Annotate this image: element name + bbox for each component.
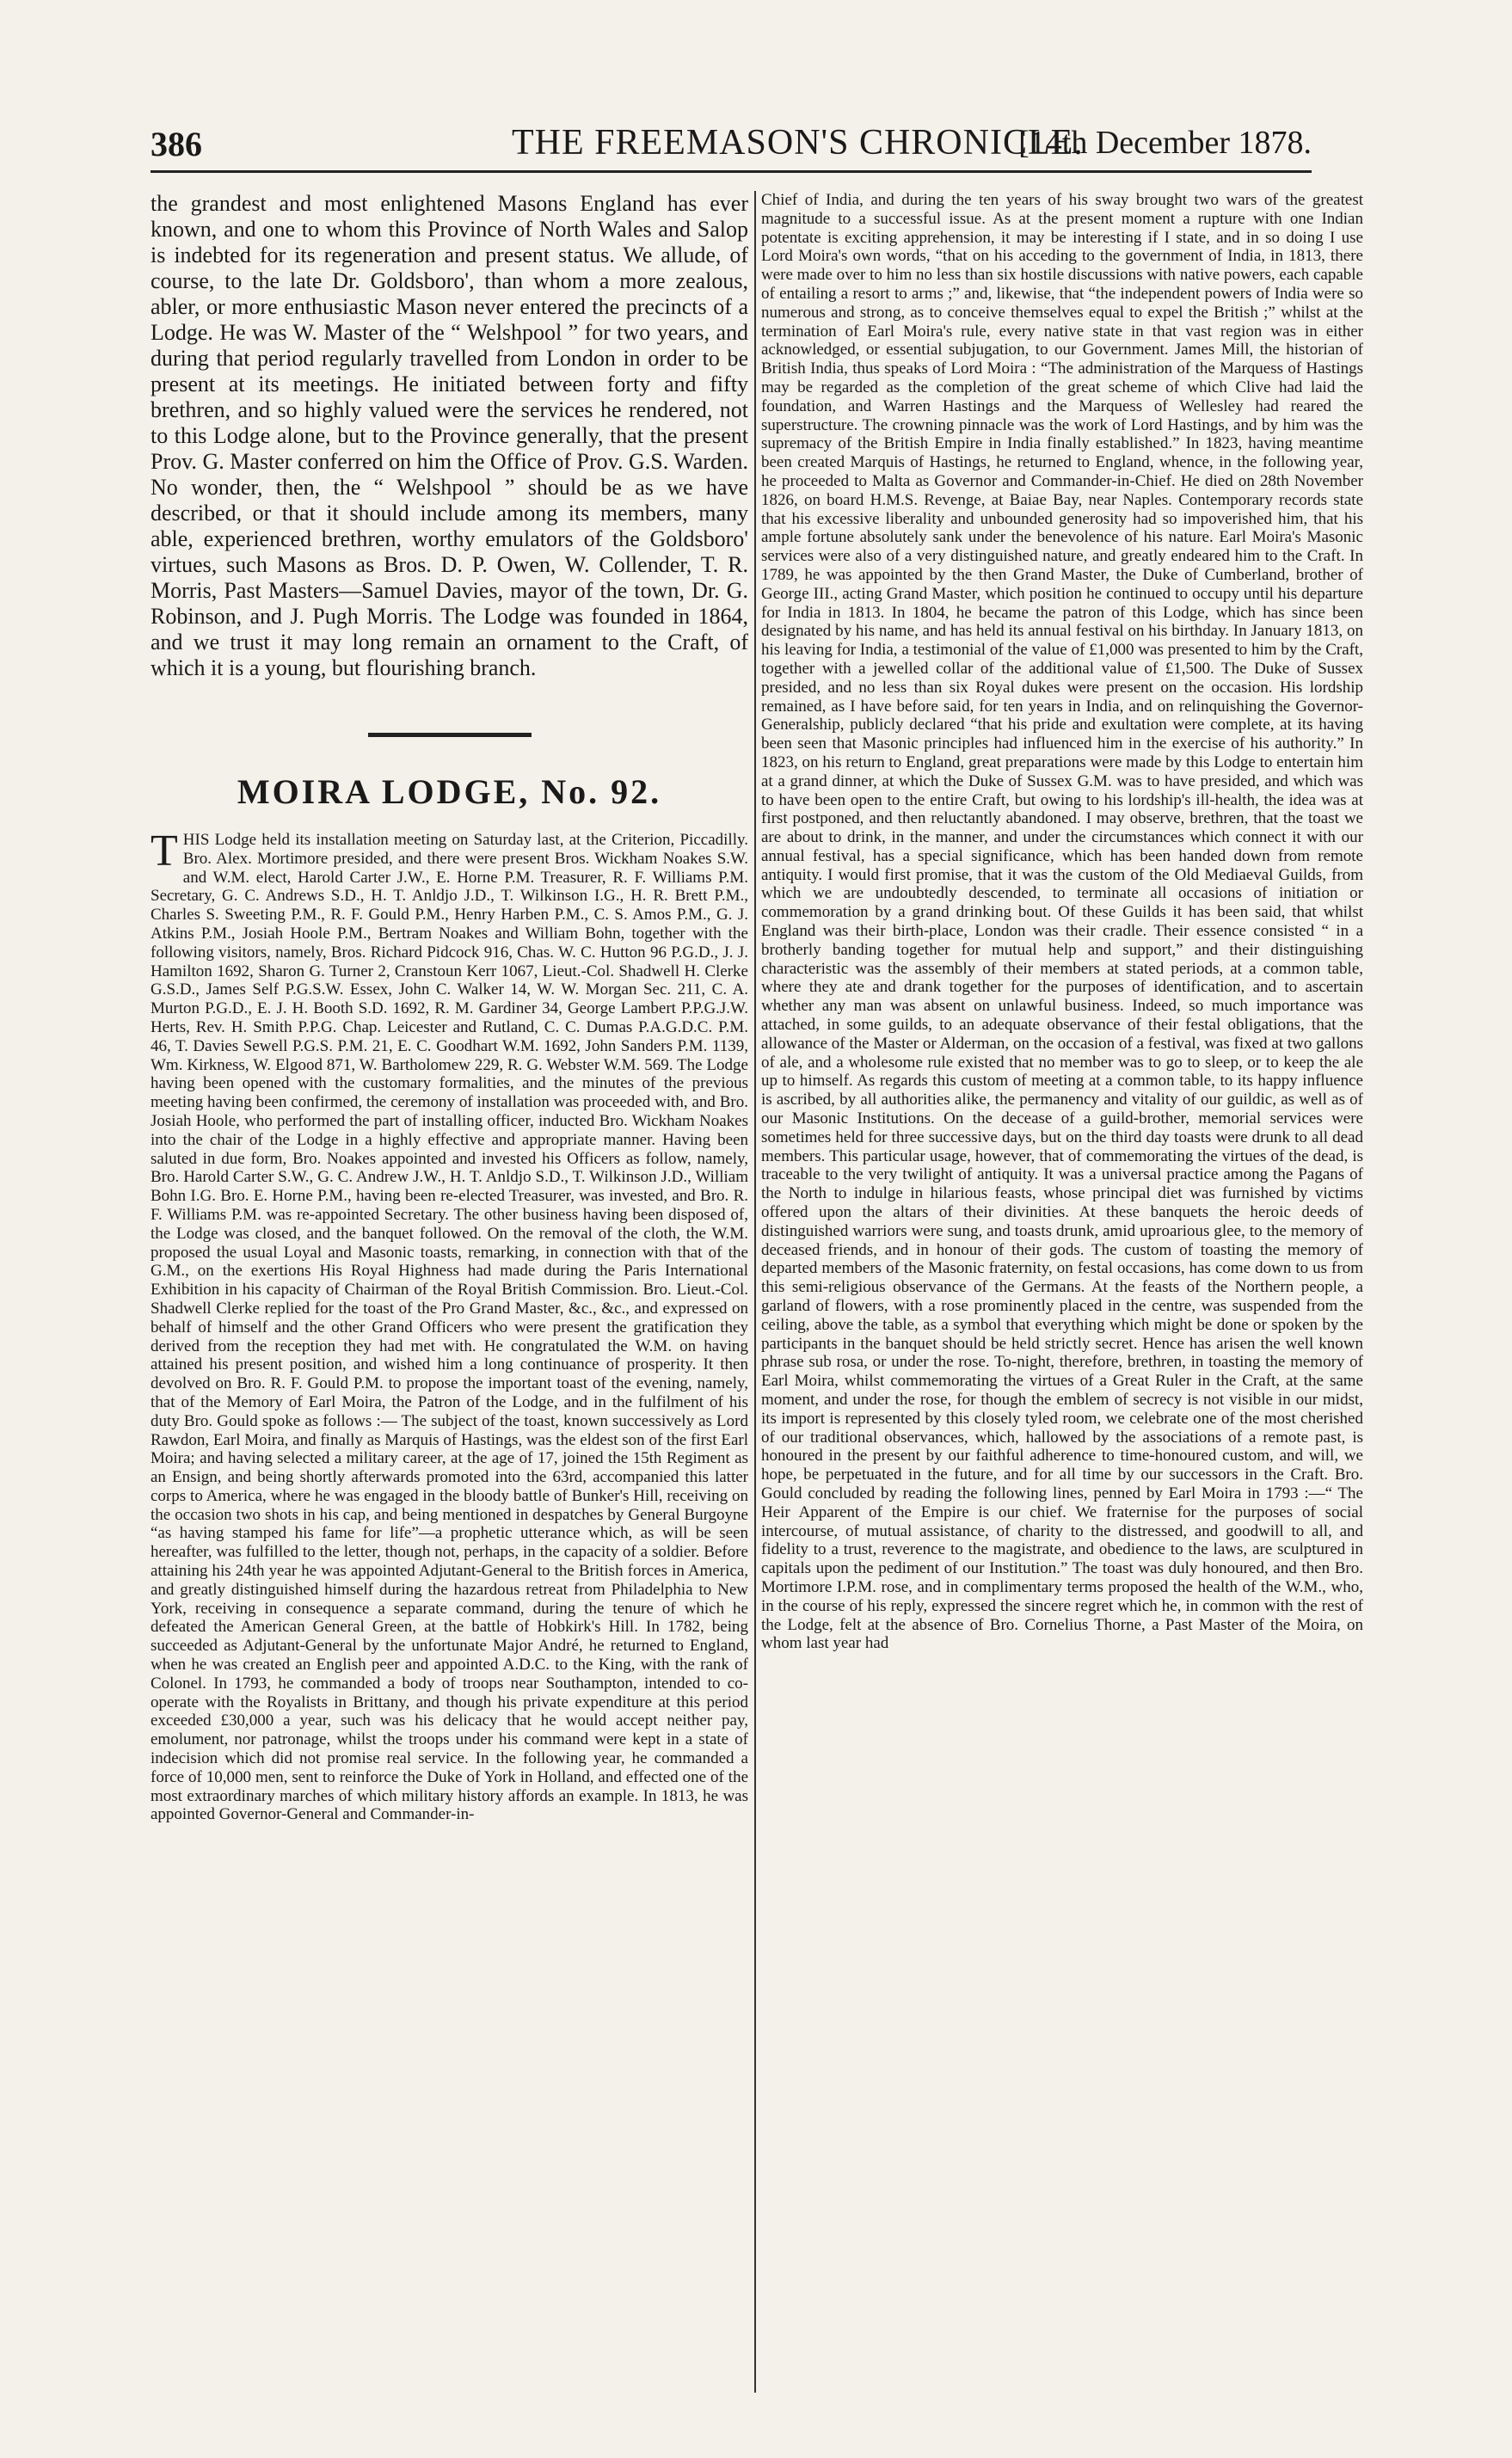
issue-date: [14th December 1878. [1018,125,1312,161]
page-number: 386 [151,125,202,163]
section-title: MOIRA LODGE, No. 92. [237,772,662,811]
masthead-title: THE FREEMASON'S CHRONICLE. [512,123,1084,163]
section-divider [368,733,532,737]
drop-cap: T [151,827,178,876]
column-rule [754,191,756,2393]
right-column [761,191,1363,2401]
moira-article-text: HIS Lodge held its installation meeting on Saturday last, at the Criterion, Piccadilly. Bro. Alex. Mortimore presided, and there were present Bros. Wickham Noakes S.W. and W.M. elect, Harold Carter J.W., E. Horne P.M. Treasurer, R. F. Williams P.M. Secretary, G. C. Andrews S.D., H. T. Anldjo J.D., T. Wilkinson I.G., H. R. Brett P.M., Charles S. Sweeting P.M., R. F. Gould P.M., Henry Harben P.M., C. S. Amos P.M., G. J. Atkins P.M., Josiah Hoole P.M., Bertram Noakes and William Bohn, together with the following visitors, namely, Bros. Richard Pidcock 916, Chas. W. C. Hutton 96 P.G.D., J. J. Hamilton 1692, Sharon G. Turner 2, Cranstoun Kerr 1067, Lieut.-Col. Shadwell H. Clerke G.S.D., James Self P.G.S.W. Essex, John C. Walker 14, W. W. Morgan Sec. 211, C. A. Murton P.G.D., E. J. H. Booth S.D. 1692, R. M. Gardiner 34, George Lambert P.P.G.J.W. Herts, Rev. H. Smith P.P.G. Chap. Leicester and Rutland, C. C. Dumas P.A.G.D.C. P.M. 46, T. Davies Sewell P.G.S. P.M. 21, E. C. Goodhart W.M. 1692, John Sanders P.M. 1139, Wm. Kirkness, W. Elgood 871, W. Bartholomew 229, R. G. Webster W.M. 569. The Lodge having been opened with the customary formalities, and the minutes of the previous meeting having been confirmed, the ceremony of installation was proceeded with, and Bro. Josiah Hoole, who performed the part of installing officer, inducted Bro. Wickham Noakes into the chair of the Lodge in a highly effective and appropriate manner. Having been saluted in due form, Bro. Noakes appointed and invested his Officers as follow, namely, Bro. Harold Carter S.W., G. C. Andrew J.W., H. T. Anldjo S.D., T. Wilkinson J.D., William Bohn I.G. Bro. E. Horne P.M., having been re-elected Treasurer, was invested, and Bro. R. F. Williams P.M. was re-appointed Secretary. The other business having been disposed of, the Lodge was closed, and the banquet followed. On the removal of the cloth, the W.M. proposed the usual Loyal and Masonic toasts, remarking, in connection with that of the G.M., on the exertions His Royal Highness had made during the Paris International Exhibition in his capacity of Chairman of the Royal British Commission. Bro. Lieut.-Col. Shadwell Clerke replied for the toast of the Pro Grand Master, &c., &c., and expressed on behalf of himself and the other Grand Officers who were present the gratification they derived from the reception they had met with. He congratulated the W.M. on having attained his present position, and wished him a long continuance of prosperity. It then devolved on Bro. R. F. Gould P.M. to propose the important toast of the evening, namely, that of the Memory of Earl Moira, the Patron of the Lodge, and in the fulfilment of his duty Bro. Gould spoke as follows :— The subject of the toast, known successively as Lord Rawdon, Earl Moira, and finally as Marquis of Hastings, was the eldest son of the first Earl Moira; and having selected a military career, at the age of 17, joined the 15th Regiment as an Ensign, and being shortly afterwards promoted into the 63rd, accompanied this latter corps to America, where he was engaged in the bloody battle of Bunker's Hill, receiving on the occasion two shots in his cap, and being mentioned in despatches by General Burgoyne “as having stamped his fame for life”—a prophetic utterance which, as will be seen hereafter, was fulfilled to the letter, though not, perhaps, in the capacity of a soldier. Before attaining his 24th year he was appointed Adjutant-General to the British forces in America, and greatly distinguished himself during the hazardous retreat from Philadelphia to New York, receiving in consequence a separate command, during the tenure of which he defeated the American General Green, at the battle of Hobkirk's Hill. In 1782, being succeeded as Adjutant-General by the unfortunate Major André, he returned to England, when he was created an English peer and appointed A.D.C. to the King, with the rank of Colonel. In 1793, he commanded a body of troops near Southampton, intended to co-operate with the Royalists in Brittany, and though his private expenditure at this period exceeded £30,000 a year, such was his delicacy that he would accept neither pay, emolument, nor patronage, whilst the troops under his command were kept in a state of indecision which did not promise real service. In the following year, he commanded a force of 10,000 men, sent to reinforce the Duke of York in Holland, and effected one of the most extraordinary marches of which military history affords an example. In 1813, he was appointed Governor-General and Commander-in- [151,831,748,1824]
moira-article-continued: Chief of India, and during the ten years of his sway brought two wars of the greatest magnitude to a successful issue. As at the present moment a rupture with one Indian potentate is exciting apprehension, it may be interesting if I state, and in so doing I use Lord Moira's own words, “that on his acceding to the government of India, in 1813, there were made over to him no less than six hostile discussions with native powers, each capable of entailing a resort to arms ;” and, likewise, that “the independent powers of India were so numerous and strong, as to conceive themselves equal to expel the British ;” whilst at the termination of Earl Moira's rule, every native state in that vast region was in either acknowledged, or essential subjugation, to our Government. James Mill, the historian of British India, thus speaks of Lord Moira : “The administration of the Marquess of Hastings may be regarded as the completion of the great scheme of which Clive had laid the foundation, and Warren Hastings and the Marquess of Wellesley had reared the superstructure. The crowning pinnacle was the work of Lord Hastings, and by him was the supremacy of the British Empire in India finally established.” In 1823, having meantime been created Marquis of Hastings, he returned to England, whence, in the following year, he proceeded to Malta as Governor and Commander-in-Chief. He died on 28th November 1826, on board H.M.S. Revenge, at Baiae Bay, near Naples. Contemporary records state that his excessive liberality and unbounded generosity had so impoverished him, that his ample fortune absolutely sank under the benevolence of his nature. Earl Moira's Masonic services were also of a very distinguished nature, and greatly endeared him to the Craft. In 1789, he was appointed by the then Grand Master, the Duke of Cumberland, brother of George III., acting Grand Master, which position he continued to occupy until his departure for India in 1813. In 1804, he became the patron of this Lodge, which has since been designated by his name, and has held its annual festival on his birthday. In January 1813, on his leaving for India, a testimonial of the value of £1,000 was presented to him by the Craft, together with a jewelled collar of the additional value of £1,500. The Duke of Sussex presided, and no less than six Royal dukes were present on the occasion. His lordship remained, as I have before said, for ten years in India, and on relinquishing the Governor-Generalship, publicly declared “that his pride and exultation were complete, at its having been seen that Masonic principles had influenced him in the exercise of his authority.” In 1823, on his return to England, great preparations were made by this Lodge to entertain him at a grand dinner, at which the Duke of Sussex G.M. was to have presided, and which was to have been open to the entire Craft, but owing to his lordship's ill-health, the idea was at first postponed, and then reluctantly abandoned. I may observe, brethren, that the toast we are about to drink, in the manner, and under the circumstances which connect it with our annual festival, has a special significance, which has been handed down from remote antiquity. I would first promise, that it was the custom of the Old Mediaeval Guilds, from which we are undoubtedly descended, to terminate all occasions of initiation or commemoration by a grand drinking bout. Of these Guilds it has been said, that whilst England was their birth-place, London was their cradle. Their essence consisted “ in a brotherly banding together for mutual help and support,” and their distinguishing characteristic was the assembly of their members at stated periods, at a common table, where they ate and drank together for the purposes of identification, and to ascertain whether any man was absent on unlawful business. Indeed, so much importance was attached, in some guilds, to an adequate observance of their festal obligations, that the allowance of the Master or Alderman, on the occasion of a festival, was fixed at two gallons of ale, and a wholesome rule existed that no member was to go to sleep, or to keep the ale up to himself. As regards this custom of meeting at a common table, to its happy influence is ascribed, by all authorities alike, the permanency and vitality of our guildic, as well as of our Masonic Institutions. On the decease of a guild-brother, memorial services were sometimes held for three successive days, but on the third day toasts were drunk to all dead members. This particular usage, however, that of commemorating the virtues of the dead, is traceable to the very twilight of antiquity. It was a universal practice among the Pagans of the North to indulge in hilarious feasts, whose principal diet was furnished by victims offered upon the altars of their divinities. At these banquets the heroic deeds of distinguished warriors were sung, and toasts drunk, amid uproarious glee, to the memory of deceased friends, and in honour of their gods. The custom of toasting the memory of departed members of the Masonic fraternity, on festal occasions, has come down to us from this semi-religious observance of the Germans. At the feasts of the Northern people, a garland of flowers, with a rose prominently placed in the centre, was suspended from the ceiling, above the table, as a symbol that everything which might be done or spoken by the participants in the banquet should be held strictly secret. Hence has arisen the well known phrase sub rosa, or under the rose. To-night, therefore, brethren, in toasting the memory of Earl Moira, whilst commemorating the virtues of a Great Ruler in the Craft, at the same moment, and under the rose, for though the emblem of secrecy is not visible in our midst, its import is represented by this closely tyled room, we celebrate one of the most cherished of our traditional observances, which, hallowed by the associations of a remote past, is honoured in the present by our faithful adherence to time-honoured custom, and will, we hope, be perpetuated in the future, and for all time by our successors in the Craft. Bro. Gould concluded by reading the following lines, penned by Earl Moira in 1793 :—“ The Heir Apparent of the Empire is our chief. We fraternise for the purposes of social intercourse, of mutual assistance, of charity to the distressed, and goodwill to all, and fidelity to a trust, reverence to the magistrate, and obedience to the laws, are sculptured in capitals upon the pediment of our Institution.” The toast was duly honoured, and then Bro. Mortimore I.P.M. rose, and in complimentary terms proposed the health of the W.M., who, in the course of his reply, expressed the sincere regret which he, in common with the rest of the Lodge, felt at the absence of Bro. Cornelius Thorne, a Past Master of the Moira, on whom last year had [761,191,1363,1653]
left-column [151,191,748,2401]
page-header [151,119,1312,173]
moira-article-body [151,827,748,1824]
welshpool-paragraph: the grandest and most enlightened Masons England has ever known, and one to whom this Province of North Wales and Salop is indebted for its regeneration and present status. We allude, of course, to the late Dr. Goldsboro', than whom a more zealous, abler, or more enthusiastic Mason never entered the precincts of a Lodge. He was W. Master of the “ Welshpool ” for two years, and during that period regularly travelled from London in order to be present at its meetings. He initiated between forty and fifty brethren, and so highly valued were the services he rendered, not to this Lodge alone, but to the Province generally, that the present Prov. G. Master conferred on him the Office of Prov. G.S. Warden. No wonder, then, the “ Welshpool ” should be as we have described, or that it should include among its members, many able, experienced brethren, worthy emulators of the Goldsboro' virtues, such Masons as Bros. D. P. Owen, W. Collender, T. R. Morris, Past Masters—Samuel Davies, mayor of the town, Dr. G. Robinson, and J. Pugh Morris. The Lodge was founded in 1864, and we trust it may long remain an ornament to the Craft, of which it is a young, but flourishing branch. [151,191,748,680]
